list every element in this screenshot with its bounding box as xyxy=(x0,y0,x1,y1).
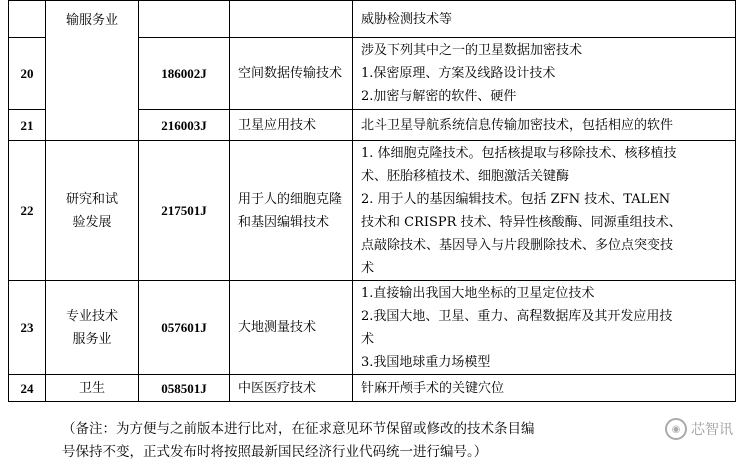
desc-line: 3.我国地球重力场模型 xyxy=(361,354,491,370)
tech-cell: 空间数据传输技术 xyxy=(230,38,353,110)
footnote xyxy=(62,418,722,464)
watermark-text: 芯智讯 xyxy=(691,422,733,438)
desc-cell xyxy=(353,141,736,281)
industry-label: 验发展 xyxy=(72,214,112,230)
desc-line: 术 xyxy=(361,331,375,347)
desc-line: 针麻开颅手术的关键穴位 xyxy=(361,380,505,396)
industry-cell xyxy=(46,281,139,375)
code-cell: 217501J xyxy=(139,141,230,281)
desc-line: 2.加密与解密的软件、硬件 xyxy=(361,89,517,104)
table-row xyxy=(9,141,736,281)
desc-cell xyxy=(353,281,736,375)
desc-line: 术 xyxy=(361,260,375,276)
watermark xyxy=(663,418,735,440)
code-cell: 058501J xyxy=(139,375,230,402)
desc-line: 1.保密原理、方案及线路设计技术 xyxy=(361,66,556,81)
num-cell: 20 xyxy=(9,38,46,110)
chip-logo-icon: ◉ xyxy=(665,418,687,440)
code-cell: 186002J xyxy=(139,38,230,110)
num-cell: 21 xyxy=(9,110,46,141)
table-row xyxy=(9,375,736,402)
num-cell: 23 xyxy=(9,281,46,375)
tech-line: 用于人的细胞克隆 xyxy=(238,191,343,207)
desc-line: 1. 体细胞克隆技术。包括核提取与移除技术、核移植技 xyxy=(361,145,677,161)
desc-line: 2. 用于人的基因编辑技术。包括 ZFN 技术、TALEN xyxy=(361,191,671,207)
tech-cell: 中医医疗技术 xyxy=(230,375,353,402)
industry-label: 研究和试 xyxy=(65,191,118,207)
industry-cell xyxy=(46,141,139,281)
industry-label: 服务业 xyxy=(72,331,112,347)
num-cell xyxy=(9,1,46,38)
desc-line: 威胁检测技术等 xyxy=(361,12,453,27)
code-cell: 057601J xyxy=(139,281,230,375)
tech-cell: 大地测量技术 xyxy=(230,281,353,375)
desc-cell xyxy=(353,1,736,38)
industry-label: 输服务业 xyxy=(65,13,118,28)
num-cell: 22 xyxy=(9,141,46,281)
desc-line: 技术和 CRISPR 技术、特异性核酸酶、同源重组技术、 xyxy=(361,214,682,230)
code-cell: 216003J xyxy=(139,110,230,141)
desc-cell xyxy=(353,38,736,110)
code-cell xyxy=(139,1,230,38)
footnote-line: （备注：为方便与之前版本进行比对，在征求意见环节保留或修改的技术条目编 xyxy=(62,421,535,437)
table-row xyxy=(9,281,736,375)
desc-line: 1.直接输出我国大地坐标的卫星定位技术 xyxy=(361,285,595,301)
table-row xyxy=(9,1,736,38)
desc-cell xyxy=(353,110,736,141)
tech-line: 和基因编辑技术 xyxy=(238,214,330,230)
desc-line: 北斗卫星导航系统信息传输加密技术，包括相应的软件 xyxy=(361,117,674,133)
tech-cell xyxy=(230,141,353,281)
desc-line: 涉及下列其中之一的卫星数据加密技术 xyxy=(361,43,583,58)
desc-line: 2.我国大地、卫星、重力、高程数据库及其开发应用技 xyxy=(361,308,673,324)
footnote-line: 号保持不变，正式发布时将按照最新国民经济行业代码统一进行编号。） xyxy=(62,444,488,460)
tech-catalog-table xyxy=(8,0,736,402)
desc-cell xyxy=(353,375,736,402)
industry-cell: 卫生 xyxy=(46,375,139,402)
num-cell: 24 xyxy=(9,375,46,402)
tech-cell: 卫星应用技术 xyxy=(230,110,353,141)
industry-cell xyxy=(46,1,139,141)
desc-line: 术、胚胎移植技术、细胞激活关键酶 xyxy=(361,168,570,184)
desc-line: 点敲除技术、基因导入与片段删除技术、多位点突变技 xyxy=(361,237,674,253)
tech-cell xyxy=(230,1,353,38)
industry-label: 专业技术 xyxy=(65,308,118,324)
